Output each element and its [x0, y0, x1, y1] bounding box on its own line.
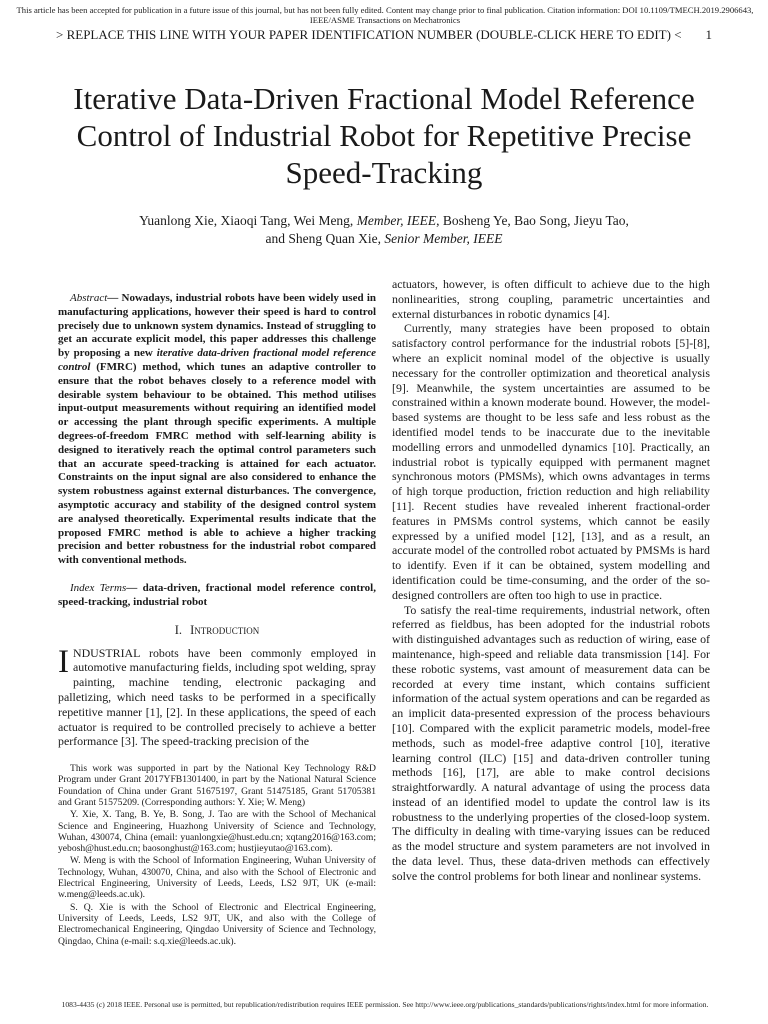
author-role-senior-member: Senior Member, IEEE — [384, 231, 503, 246]
author-line-1 — [60, 212, 708, 230]
paper-title: Iterative Data-Driven Fractional Model Reference Control of Industrial Robot for Repetitive Precise Speed-Tracking — [73, 81, 695, 190]
body-paragraph: To satisfy the real-time requirements, industrial network, often referred as fieldbus, has been adopted for the industrial robots with distinguished advantages such as reduction of wiring, ease of maintenance, high-speed and reliable data transmission [14]. For these robotic systems, vast amount of measurement data can be recorded at every time instant, which contains sufficient information of the actual system operations and can be regarded as an implicit data-presented expression of the process behaviours [10]. Compared with the explicit parametric models, model-free methods, such as model-free adaptive control [10], iterative learning control (ILC) [15] and data-driven controller tuning methods [16], [17], are able to make control decisions straightforwardly. A natural advantage of using the process data instead of an identified model to update the control law is its robustness to the underlying properties of the closed-loop system. The difficulty in dealing with time-varying issues can be reduced as the model structure and system parameters are not involved in the data level. Thus, these data-driven methods can effectively solve the control problems for both linear and nonlinear systems. — [392, 602, 710, 883]
author-names-2: and Sheng Quan Xie, — [265, 231, 385, 246]
body-paragraph: Currently, many strategies have been proposed to obtain satisfactory control performance for the industrial robots [5]-[8], where an explicit nominal model of the objective is usually necessary for the controller optimization and theoretical analysis [9]. Meanwhile, the system uncertainties are assumed to be constrained within a known moderate bound. However, the model-based systems are thought to be less safe and less robust as the identified model tends to be inaccurate due to the inevitable modelling errors and unmodelled dynamics [10]. Practically, an industrial robot is typically equipped with permanent magnet synchronous motors (PMSMs), which owns advantages in terms of high torque production, friction reduction and high reliability [11]. Recent studies have revealed inherent fractional-order features in PMSMs control systems, which cannot be easily expressed by a unified model [12], [13], and as a result, an accurate model of the controlled robot actuated by PMSMs is hard to identify. Even if it can be obtained, system modelling and identification could be time-consuming, and the order of the so-designed controllers are often too high to use in practice. — [392, 321, 710, 602]
abstract-emphasis: iterative data-driven fractional model reference control — [58, 347, 377, 373]
right-column — [392, 277, 710, 884]
abstract-text-2: (FMRC) method, which tunes an adaptive controller to ensure that the robot behaves closely to a reference model with desirable system behaviour to be obtained. This method utilises input-output measurements without requiring an identified model or accessing the plant through specific experiments. A multiple degrees-of-freedom FMRC method with self-learning ability is designed to iteratively reach the optimal control parameters such that an accurate speed-tracking is attained for each actuator. Constraints on the input signal are also considered to enhance the system robustness against external disturbances. The convergence, asymptotic accuracy and stability of the designed control system are analysed theoretically. Experimental results indicate that the proposed FMRC method is able to achieve a higher tracking precision and better robustness for the industrial robot compared with conventional methods. — [58, 360, 376, 567]
author-list — [60, 212, 708, 248]
left-column — [58, 292, 376, 948]
body-paragraph: actuators, however, is often difficult to achieve due to the high nonlinearities, strong coupling, parametric uncertainties and external disturbances in robotic dynamics [4]. — [392, 277, 710, 321]
intro-text: robots have been commonly employed in automotive manufacturing fields, including spot welding, spray painting, machine tending, electronic packaging and palletizing, which need tasks to be performed in a specifically repetitive manner [1], [2]. In these applications, the speed of each actuator is required to be controlled precisely to achieve a better performance [3]. The speed-tracking precision of the — [58, 645, 376, 749]
index-terms-label: Index Terms — [70, 581, 127, 594]
page-number: 1 — [705, 27, 712, 42]
section-heading-introduction — [58, 622, 376, 638]
running-header-text: > REPLACE THIS LINE WITH YOUR PAPER IDENTIFICATION NUMBER (DOUBLE-CLICK HERE TO EDIT) < — [56, 27, 682, 42]
copyright-notice: 1083-4435 (c) 2018 IEEE. Personal use is permitted, but republication/redistribution requires IEEE permission. See http://www.ieee.org/publications_standards/publications/rights/index.html for more information. — [61, 1000, 709, 1009]
intro-paragraph — [58, 643, 376, 750]
publication-notice: This article has been accepted for publication in a future issue of this journal, but has not been fully edited. Content may change prior to final publication. Citation information: DOI 10.1109/TMECH.2019.2906643, IEEE/ASME Transactions on Mechatronics — [16, 5, 754, 25]
footnote-affiliation-3: S. Q. Xie is with the School of Electronic and Electrical Engineering, University of Leeds, Leeds, LS2 9JT, UK, and also with the College of Electromechanical Engineering, Qingdao University of Science and Technology, Qingdao, China (e-mail: s.q.xie@leeds.ac.uk). — [58, 901, 376, 947]
abstract — [58, 292, 376, 568]
abstract-text-1: — Nowadays, industrial robots have been widely used in manufacturing applications, however their speed is hard to control precisely due to unknown system dynamics. Instead of struggling to get an accurate explicit model, this paper addresses this challenge by proposing a new — [58, 292, 376, 360]
footnote-affiliation-2: W. Meng is with the School of Information Engineering, Wuhan University of Technology, Wuhan, 430070, China, and also with the School of Electronic and Electrical Engineering, University of Leeds, Leeds, LS2 9JT, UK (e-mail: w.meng@leeds.ac.uk). — [58, 855, 376, 901]
index-terms — [58, 582, 376, 610]
footnote-affiliation-1: Y. Xie, X. Tang, B. Ye, B. Song, J. Tao are with the School of Mechanical Science and Engineering, Huazhong University of Science and Technology, Wuhan, 430074, China (email: yuanlongxie@hust.edu.cn; xqtang2016@163.com; yebosh@hust.edu.cn; baosonghust@163.com; hustjieyutao@163.com). — [58, 809, 376, 855]
author-names-1b: , Bosheng Ye, Bao Song, Jieyu Tao, — [436, 213, 629, 228]
running-header — [56, 27, 712, 43]
abstract-label: Abstract — [70, 292, 108, 304]
author-role-member: Member, IEEE — [356, 213, 437, 228]
author-line-2 — [60, 230, 708, 248]
footnotes — [58, 763, 376, 947]
section-number: I. — [174, 622, 183, 637]
drop-cap: I — [58, 643, 69, 680]
section-title: Introduction — [190, 622, 260, 637]
footnote-funding: This work was supported in part by the National Key Technology R&D Program under Grant 2017YFB1301400, in part by the National Natural Science Foundation of China under Grant 51675197, Grant 51475185, Grant 51705381 and Grant 51575209. (Corresponding authors: Y. Xie; W. Meng) — [58, 763, 376, 808]
index-terms-text: — data-driven, fractional model reference control, speed-tracking, industrial robot — [58, 581, 376, 608]
author-names-1: Yuanlong Xie, Xiaoqi Tang, Wei Meng, — [139, 213, 357, 228]
intro-lead-word: NDUSTRIAL — [73, 645, 140, 660]
